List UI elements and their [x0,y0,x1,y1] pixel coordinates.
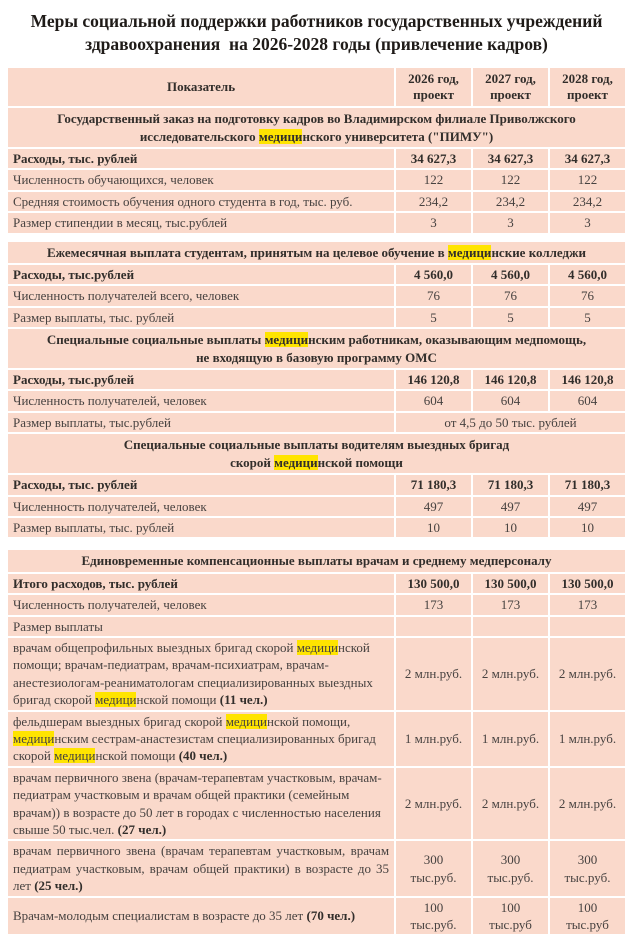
section-header [8,550,625,571]
text-segment: (27 чел.) [117,822,167,837]
text-segment: Государственный заказ на подготовку кадров во Владимирском филиале Приволжского [57,111,576,127]
text-segment: врачам общепрофильных выездных бригад скорой [13,639,297,655]
row-label [8,574,394,593]
text-segment: нские колледжи [491,244,587,260]
text-segment: Численность получателей всего, человек [13,288,240,304]
row-label [8,497,394,516]
row-value: 1 млн.руб. [550,712,625,766]
row-value: 234,2 [396,192,471,211]
text-segment: Расходы, тыс.рублей [13,267,135,283]
row-value: 5 [396,308,471,327]
column-header-indicator: Показатель [8,68,394,106]
row-value: 2 млн.руб. [396,638,471,710]
text-segment: скорой [230,454,275,470]
table-header-row [8,68,625,106]
text-segment: врачам первичного звена (врачам-терапевтам участковым, врачам-педиатрам участковым и врачам общей практики (семейным врачам)) в возрасте до 50 лет в городах с численностью населения свыше 50 тыс.чел. [13,769,382,837]
row-value [396,617,471,636]
text-segment: нской помощи; врачам-педиатрам, врачам-психиатрам, врачам-анестезиологам-реаниматологам специализированных выездных бригад скорой [13,639,373,708]
row-value: 234,2 [473,192,548,211]
highlighted-text: медици [274,454,318,470]
row-label [8,170,394,189]
row-label [8,370,394,389]
section-header-row [8,108,625,147]
row-value: 1 млн.руб. [473,712,548,766]
row-value: 2 млн.руб. [550,768,625,840]
text-segment: Численность обучающихся, человек [13,172,214,188]
row-value: 604 [473,391,548,410]
text-segment: врачам первичного звена (врачам терапевтам участковым, врачам педиатрам участковым, врачам общей практики) в возрасте до 35 лет [13,843,390,894]
text-segment: нской помощи [95,748,179,764]
row-value: 300 тыс.руб. [396,841,471,895]
row-value: 76 [473,286,548,305]
row-value: 100 тыс.руб. [396,898,471,935]
row-value: 71 180,3 [473,475,548,494]
highlighted-text: медици [54,748,96,764]
section-gap-cell [8,235,625,240]
text-segment: Расходы, тыс. рублей [13,477,138,493]
row-label [8,149,394,168]
row-value: 2 млн.руб. [473,638,548,710]
table-row [8,149,625,168]
text-segment: Средняя стоимость обучения одного студента в год, тыс. руб. [13,193,353,209]
table-row [8,841,625,895]
text-segment: (40 чел.) [178,748,228,764]
section-header-row [8,329,625,368]
highlighted-text: медици [264,332,309,348]
row-value: 130 500,0 [396,574,471,593]
row-value: 122 [473,170,548,189]
highlighted-text: медици [258,128,303,144]
row-value: 300 тыс.руб. [473,841,548,895]
row-label [8,308,394,327]
text-segment: нского университета ("ПИМУ") [302,128,494,144]
text-segment: исследовательского [139,128,259,144]
section-gap [8,539,625,548]
row-value: 1 млн.руб. [396,712,471,766]
table-row [8,370,625,389]
table-body [8,108,625,934]
table-row [8,413,625,432]
text-segment: Расходы, тыс. рублей [13,151,138,166]
row-value: 10 [473,518,548,537]
row-value: 146 120,8 [473,370,548,389]
page-title [10,10,623,56]
row-value: 10 [396,518,471,537]
row-label [8,391,394,410]
highlighted-text: медици [447,244,492,260]
row-value [550,617,625,636]
text-segment: Численность получателей, человек [13,597,207,613]
text-segment: нским работникам, оказывающим медпомощь, [308,332,587,348]
text-segment: Специальные социальные выплаты водителям выездных бригад [123,437,510,453]
text-segment: нской помощи [317,454,403,470]
text-segment: (70 чел.) [306,908,356,924]
text-segment: Размер выплаты, тыс.рублей [13,414,171,430]
row-value: 100 тыс.руб [550,898,625,935]
row-value: 5 [473,308,548,327]
highlighted-text: медици [296,639,339,655]
row-value: 5 [550,308,625,327]
row-label [8,595,394,614]
table-row [8,574,625,593]
row-label [8,286,394,305]
text-segment: Расходы, тыс.рублей [13,372,135,388]
column-header-2027: 2027 год, проект [473,68,548,106]
row-value [473,617,548,636]
row-label [8,265,394,284]
text-segment: Размер выплаты [13,618,103,634]
highlighted-text: медици [95,692,137,708]
row-value: 497 [396,497,471,516]
text-segment: Единовременные компенсационные выплаты врачам и среднему медперсоналу [81,553,552,569]
row-value: 34 627,3 [473,149,548,168]
row-value: 100 тыс.руб [473,898,548,935]
section-gap [8,235,625,240]
row-label [8,841,394,895]
text-segment: Численность получателей, человек [13,498,207,514]
table-row [8,265,625,284]
text-segment: нским сестрам-анастезистам специализированных бригад скорой [13,730,376,764]
row-label [8,192,394,211]
section-header [8,329,625,368]
row-value: 173 [396,595,471,614]
row-value: 76 [550,286,625,305]
row-value: 130 500,0 [473,574,548,593]
section-gap-cell [8,539,625,548]
text-segment: Врачам-молодым специалистам в возрасте до 35 лет [13,908,307,924]
text-segment: фельдшерам выездных бригад скорой [13,713,226,729]
table-row [8,518,625,537]
highlighted-text: медици [225,713,267,729]
table-row [8,170,625,189]
section-header [8,434,625,473]
title-line-2: здравоохранения на 2026-2028 годы (привлечение кадров) [85,34,548,55]
table-row [8,898,625,935]
table-row [8,617,625,636]
table-row [8,595,625,614]
row-value: 234,2 [550,192,625,211]
row-value: 173 [550,595,625,614]
row-label [8,712,394,766]
row-value: 34 627,3 [550,149,625,168]
row-label [8,518,394,537]
row-value: 10 [550,518,625,537]
row-label [8,898,394,935]
row-value: 130 500,0 [550,574,625,593]
table-row [8,308,625,327]
row-value: 3 [550,213,625,232]
text-segment: Специальные социальные выплаты [46,332,265,348]
row-value: 76 [396,286,471,305]
section-header [8,108,625,147]
table-row [8,712,625,766]
row-label [8,768,394,840]
row-value: 122 [550,170,625,189]
row-value: 2 млн.руб. [396,768,471,840]
row-value: 604 [550,391,625,410]
row-value: 122 [396,170,471,189]
text-segment: нской помощи [136,692,220,708]
text-segment: Размер стипендии в месяц, тыс.рублей [13,215,228,231]
text-segment: нской помощи, [267,713,351,729]
section-header-row [8,434,625,473]
table-row [8,497,625,516]
row-value: 3 [396,213,471,232]
text-segment: Размер выплаты, тыс. рублей [13,519,175,535]
highlighted-text: медици [13,730,55,746]
row-label [8,638,394,710]
row-label [8,475,394,494]
title-line-1: Меры социальной поддержки работников государственных учреждений [30,11,603,31]
row-value: 604 [396,391,471,410]
support-measures-table [6,66,627,936]
row-value: 4 560,0 [396,265,471,284]
row-value: 34 627,3 [396,149,471,168]
text-segment: Ежемесячная выплата студентам, принятым на целевое обучение в [46,244,448,260]
row-value: 146 120,8 [396,370,471,389]
row-label [8,213,394,232]
row-value: 2 млн.руб. [550,638,625,710]
row-value: 4 560,0 [550,265,625,284]
text-segment: Размер выплаты, тыс. рублей [13,309,175,325]
row-value: 300 тыс.руб. [550,841,625,895]
table-row [8,768,625,840]
text-segment: Итого расходов, тыс. рублей [13,575,178,591]
row-value: 4 560,0 [473,265,548,284]
table-row [8,286,625,305]
table-row [8,638,625,710]
row-value: 2 млн.руб. [473,768,548,840]
table-row [8,391,625,410]
row-value: 497 [550,497,625,516]
row-label [8,413,394,432]
row-value: 3 [473,213,548,232]
column-header-2028: 2028 год, проект [550,68,625,106]
row-value: 146 120,8 [550,370,625,389]
row-value: 173 [473,595,548,614]
row-value-merged: от 4,5 до 50 тыс. рублей [396,413,625,432]
section-header [8,242,625,263]
table-row [8,213,625,232]
text-segment: не входящую в базовую программу ОМС [196,349,437,365]
text-segment: (11 чел.) [219,692,268,708]
row-value: 497 [473,497,548,516]
row-label [8,617,394,636]
table-row [8,475,625,494]
text-segment: Численность получателей, человек [13,393,207,409]
row-value: 71 180,3 [550,475,625,494]
table-row [8,192,625,211]
section-header-row [8,550,625,571]
column-header-2026: 2026 год, проект [396,68,471,106]
text-segment: (25 чел.) [34,878,83,894]
section-header-row [8,242,625,263]
row-value: 71 180,3 [396,475,471,494]
